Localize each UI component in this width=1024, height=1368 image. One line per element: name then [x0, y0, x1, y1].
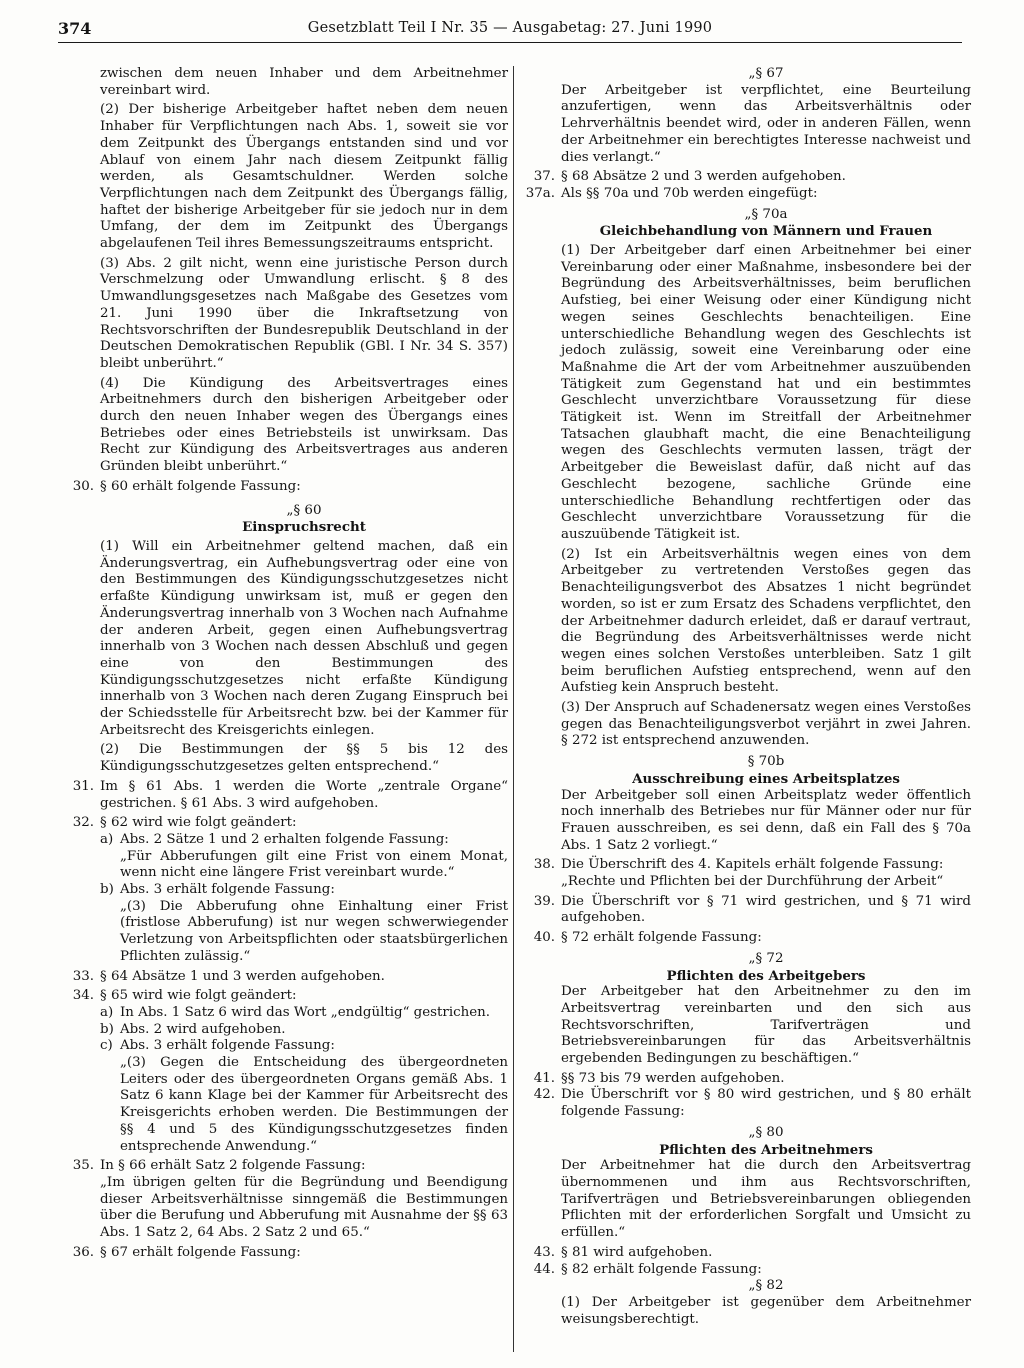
item-number: 44.	[533, 1261, 555, 1277]
sub-item-letter: b)	[100, 1021, 114, 1037]
list-item	[521, 169, 971, 186]
quote: „(3) Die Abberufung ohne Einhaltung einer Frist (fristlose Abberufung) ist nur wegen schwerwiegender Verletzung von Arbeitspflichten oder staatsbürgerlichen Pflichten zulässig.“	[120, 898, 508, 964]
list-item	[60, 1245, 508, 1262]
column-divider	[513, 66, 514, 1352]
paragraph: Der Arbeitgeber ist verpflichtet, eine Beurteilung anzufertigen, wenn das Arbeitsverhältnis oder Lehrverhältnis beendet wird, oder in anderen Fällen, wenn der Arbeitnehmer ein berechtigtes Interesse nachweist und dies verlangt.“	[561, 82, 971, 165]
section-number: „§ 80	[748, 1124, 784, 1140]
item-text: In § 66 erhält Satz 2 folgende Fassung:	[100, 1158, 366, 1174]
section-title: Ausschreibung eines Arbeitsplatzes	[632, 770, 900, 787]
item-text: §§ 73 bis 79 werden aufgehoben.	[561, 1070, 785, 1086]
paragraph: Der Arbeitnehmer hat die durch den Arbeitsvertrag übernommenen und ihm aus Rechtsvorschriften, Tarifverträgen und Betriebsvereinbarungen obliegenden Pflichten mit der erforderlichen Sorgfalt und Umsicht zu erfüllen.“	[561, 1158, 971, 1241]
item-number: 31.	[72, 778, 94, 794]
item-text: Im § 61 Abs. 1 werden die Worte „zentrale Organe“ gestrichen. § 61 Abs. 3 wird aufgehoben.	[100, 778, 508, 811]
sub-item	[100, 1005, 508, 1022]
item-number: 38.	[533, 857, 555, 873]
item-text: § 65 wird wie folgt geändert:	[100, 988, 297, 1004]
section-number: „§ 72	[748, 950, 784, 966]
paragraph: (2) Die Bestimmungen der §§ 5 bis 12 des Kündigungsschutzgesetzes gelten entsprechend.“	[100, 742, 508, 775]
item-text: Als §§ 70a und 70b werden eingefügt:	[561, 185, 818, 201]
list-item	[60, 479, 508, 496]
sub-item-text: Abs. 3 erhält folgende Fassung:	[120, 1038, 335, 1054]
section-title: Pflichten des Arbeitgebers	[666, 967, 866, 984]
sub-item-letter: c)	[100, 1038, 113, 1054]
sub-item-letter: a)	[100, 1004, 114, 1020]
paragraph: (3) Abs. 2 gilt nicht, wenn eine juristische Person durch Verschmelzung oder Umwandlung erlischt. § 8 des Umwandlungsgesetzes nach Maßgabe des Gesetzes vom 21. Juni 1990 über die Inkraftsetzung von Rechtsvorschriften der Bundesrepublik Deutschland in der Deutschen Demokratischen Republik (GBl. I Nr. 34 S. 357) bleibt unberührt.“	[100, 255, 508, 371]
sub-item-text: Abs. 2 Sätze 1 und 2 erhalten folgende Fassung:	[120, 831, 449, 847]
sub-item	[100, 832, 508, 882]
page-number: 374	[58, 19, 92, 38]
section-title: Pflichten des Arbeitnehmers	[659, 1141, 873, 1158]
list-item	[60, 815, 508, 965]
list-item	[521, 186, 971, 203]
item-number: 36.	[72, 1244, 94, 1260]
item-text: § 64 Absätze 1 und 3 werden aufgehoben.	[100, 968, 385, 984]
paragraph: (1) Will ein Arbeitnehmer geltend machen, daß ein Änderungsvertrag, ein Aufhebungsvertrag oder eine von den Bestimmungen des Kündigungsschutzgesetzes nicht erfaßte Kündigung unwirksam ist, muß er gegen den Änderungsvertrag innerhalb von 3 Wochen nach Aufnahme der anderen Arbeit, gegen einen Aufhebungsvertrag innerhalb von 3 Wochen nach dessen Abschluß und gegen eine von den Bestimmungen des Kündigungsschutzgesetzes nicht erfaßte Kündigung innerhalb von 3 Wochen nach deren Zugang Einspruch bei der Schiedsstelle für Arbeitsrecht bzw. bei der Kammer für Arbeitsrecht des Kreisgerichts einlegen.	[100, 538, 508, 738]
sub-item	[100, 882, 508, 966]
quote: „(3) Gegen die Entscheidung des übergeordneten Leiters oder des übergeordneten Organs gemäß Abs. 1 Satz 6 kann Klage bei der Kammer für Arbeitsrecht des Kreisgerichts erhoben werden. Die Bestimmungen der §§ 4 und 5 des Kündigungsschutzgesetzes finden entsprechende Anwendung.“	[120, 1055, 508, 1154]
list-item	[60, 779, 508, 812]
section-number: „§ 70a	[744, 206, 788, 222]
right-column	[521, 66, 971, 1328]
item-text: § 62 wird wie folgt geändert:	[100, 815, 297, 831]
item-text: § 72 erhält folgende Fassung:	[561, 930, 762, 946]
list-item	[521, 1087, 971, 1120]
section-number: „§ 82	[748, 1278, 784, 1294]
paragraph: zwischen dem neuen Inhaber und dem Arbeitnehmer vereinbart wird.	[100, 66, 508, 98]
item-text: Die Überschrift des 4. Kapitels erhält folgende Fassung:	[561, 857, 944, 873]
sub-item-letter: b)	[100, 882, 114, 898]
paragraph: (3) Der Anspruch auf Schadenersatz wegen eines Verstoßes gegen das Benachteiligungsverbot verjährt in zwei Jahren. § 272 ist entsprechend anzuwenden.	[561, 700, 971, 749]
list-item	[60, 969, 508, 986]
section-title: Einspruchsrecht	[242, 519, 366, 536]
item-number: 40.	[533, 930, 555, 946]
list-item	[521, 930, 971, 947]
paragraph: (2) Der bisherige Arbeitgeber haftet neben dem neuen Inhaber für Verpflichtungen nach Abs. 1, soweit sie vor dem Zeitpunkt des Übergangs entstanden sind und vor Ablauf von einem Jahr nach diesem Zeitpunkt fällig werden, als Gesamtschuldner. Werden solche Verpflichtungen nach dem Zeitpunkt des Übergangs fällig, haftet der bisherige Arbeitgeber für sie jedoch nur in dem Umfang, der dem im Zeitpunkt des Übergangs abgelaufenen Teil ihres Bemessungszeitraums entspricht.	[100, 102, 508, 252]
item-number: 42.	[533, 1087, 555, 1103]
sub-item-text: In Abs. 1 Satz 6 wird das Wort „endgültig“ gestrichen.	[120, 1004, 491, 1020]
list-item	[521, 1262, 971, 1279]
section-title: Gleichbehandlung von Männern und Frauen	[599, 223, 933, 240]
item-text: § 81 wird aufgehoben.	[561, 1244, 713, 1260]
paragraph: (4) Die Kündigung des Arbeitsvertrages eines Arbeitnehmers durch den bisherigen Arbeitgeber oder durch den neuen Inhaber wegen des Übergangs eines Betriebes oder eines Betriebsteils ist unwirksam. Das Recht zur Kündigung des Arbeitsvertrages aus anderen Gründen bleibt unberührt.“	[100, 375, 508, 475]
list-item	[521, 1245, 971, 1262]
item-number: 37.	[533, 169, 555, 185]
sub-item	[100, 1022, 508, 1039]
item-text: § 68 Absätze 2 und 3 werden aufgehoben.	[561, 169, 846, 185]
item-number: 32.	[72, 815, 94, 831]
sub-item	[100, 1038, 508, 1155]
item-number: 33.	[72, 968, 94, 984]
paragraph: (1) Der Arbeitgeber darf einen Arbeitnehmer bei einer Vereinbarung oder einer Maßnahme, insbesondere bei der Begründung des Arbeitsverhältnisses, beim beruflichen Aufstieg, bei einer Weisung oder einer Kündigung nicht wegen seines Geschlechts benachteiligen. Eine unterschiedliche Behandlung wegen des Geschlechts ist jedoch zulässig, soweit eine Vereinbarung oder eine Maßnahme die Art der vom Arbeitnehmer auszuübenden Tätigkeit zum Gegenstand hat und ein bestimmtes Geschlecht unverzichtbare Voraussetzung für diese Tätigkeit ist. Wenn im Streitfall der Arbeitnehmer Tatsachen glaubhaft macht, die eine Benachteiligung wegen des Geschlechts vermuten lassen, trägt der Arbeitgeber die Beweislast dafür, daß nicht auf das Geschlecht bezogene, sachliche Gründe eine unterschiedliche Behandlung rechtfertigen oder das Geschlecht unverzichtbare Voraussetzung für die auszuübende Tätigkeit ist.	[561, 243, 971, 542]
section-number: § 70b	[747, 754, 785, 770]
sub-item-letter: a)	[100, 831, 114, 847]
section-number: „§ 60	[286, 502, 322, 518]
sub-item-text: Abs. 3 erhält folgende Fassung:	[120, 882, 335, 898]
item-text: § 60 erhält folgende Fassung:	[100, 478, 301, 494]
quote: „Für Abberufungen gilt eine Frist von einem Monat, wenn nicht eine längere Frist vereinbart wurde.“	[120, 848, 508, 881]
sub-item-text: Abs. 2 wird aufgehoben.	[120, 1021, 286, 1037]
item-number: 30.	[72, 478, 94, 494]
quote: „Im übrigen gelten für die Begründung und Beendigung dieser Arbeitsverhältnisse sinngemäß die Bestimmungen über die Berufung und Abberufung mit Ausnahme der §§ 63 Abs. 1 Satz 2, 64 Abs. 2 Satz 2 und 65.“	[100, 1175, 508, 1241]
list-item	[521, 1071, 971, 1088]
item-number: 37a.	[525, 185, 555, 201]
quote: „Rechte und Pflichten bei der Durchführung der Arbeit“	[561, 874, 944, 890]
item-number: 34.	[72, 988, 94, 1004]
header-rule	[58, 42, 962, 43]
paragraph: Der Arbeitgeber hat den Arbeitnehmer zu den im Arbeitsvertrag vereinbarten und den sich aus Rechtsvorschriften, Tarifverträgen und Betriebsvereinbarungen für das Arbeitsverhältnis ergebenden Bedingungen zu beschäftigen.“	[561, 984, 971, 1067]
left-column	[60, 66, 508, 1262]
item-text: Die Überschrift vor § 80 wird gestrichen, und § 80 erhält folgende Fassung:	[561, 1087, 971, 1120]
item-number: 35.	[72, 1158, 94, 1174]
list-item	[521, 894, 971, 927]
item-number: 39.	[533, 893, 555, 909]
paragraph: (2) Ist ein Arbeitsverhältnis wegen eines von dem Arbeitgeber zu vertretenden Verstoßes gegen das Benachteiligungsverbot des Absatzes 1 nicht begründet worden, so ist er zum Ersatz des Schadens verpflichtet, den der Arbeitnehmer dadurch erleidet, daß er darauf vertraut, die Begründung des Arbeitsverhältnisses werde nicht wegen eines solchen Verstoßes unterbleiben. Satz 1 gilt beim beruflichen Aufstieg entsprechend, wenn auf den Aufstieg kein Anspruch besteht.	[561, 546, 971, 696]
paragraph: (1) Der Arbeitgeber ist gegenüber dem Arbeitnehmer weisungsberechtigt.	[561, 1294, 971, 1327]
page-header	[58, 18, 962, 52]
section-number: „§ 67	[748, 66, 784, 81]
list-item	[60, 988, 508, 1155]
header-title: Gesetzblatt Teil I Nr. 35 — Ausgabetag: 27. Juni 1990	[307, 20, 713, 36]
paragraph: Der Arbeitgeber soll einen Arbeitsplatz weder öffentlich noch innerhalb des Betriebes nur für Männer oder nur für Frauen ausschreiben, es sei denn, daß ein Fall des § 70a Abs. 1 Satz 2 vorliegt.“	[561, 787, 971, 853]
item-text: Die Überschrift vor § 71 wird gestrichen, und § 71 wird aufgehoben.	[561, 893, 971, 926]
item-text: § 82 erhält folgende Fassung:	[561, 1261, 762, 1277]
item-text: § 67 erhält folgende Fassung:	[100, 1244, 301, 1260]
item-number: 43.	[533, 1244, 555, 1260]
item-number: 41.	[533, 1070, 555, 1086]
list-item	[521, 857, 971, 890]
list-item	[60, 1158, 508, 1242]
